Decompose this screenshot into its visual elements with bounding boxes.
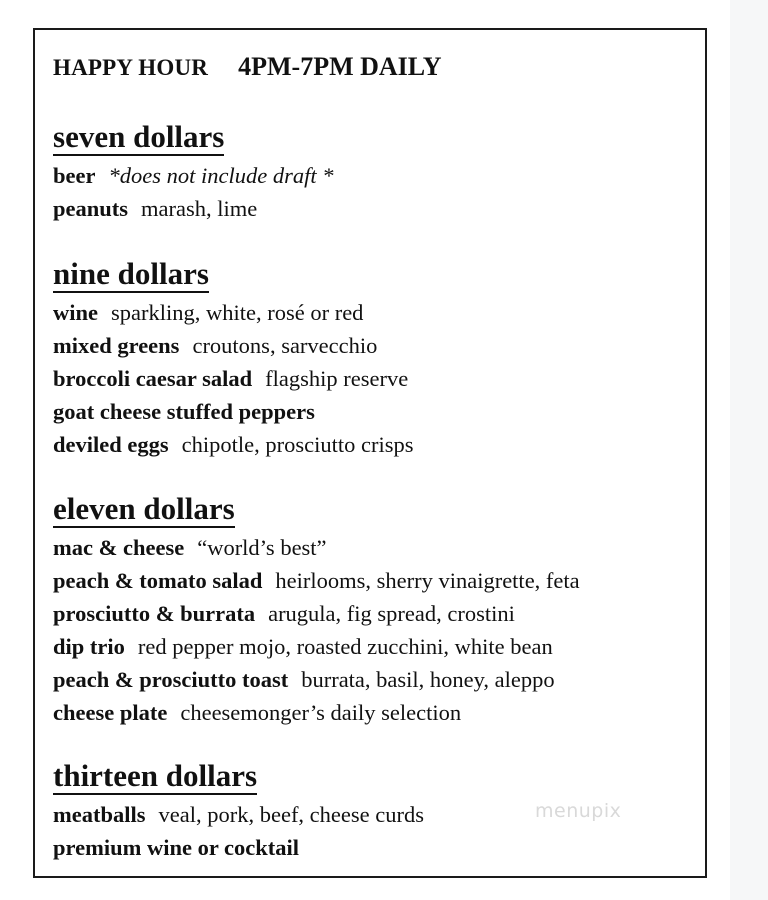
item-name: mac & cheese [53,535,185,560]
item-name: deviled eggs [53,432,169,457]
watermark-text: menupix [535,800,622,822]
item-name: mixed greens [53,333,180,358]
header-hours: 4PM-7PM DAILY [238,52,442,81]
item-name: broccoli caesar salad [53,366,253,391]
menu-item [53,192,713,225]
menu-item [53,428,713,461]
menu-item [53,831,713,864]
menu-item [53,663,713,696]
menu-item [53,597,713,630]
item-name: goat cheese stuffed peppers [53,399,315,424]
menu-header [53,52,442,82]
item-description: croutons, sarvecchio [192,333,378,358]
menu-item [53,564,713,597]
item-description: sparkling, white, rosé or red [111,300,364,325]
item-name: dip trio [53,634,125,659]
section-title: thirteen dollars [53,758,258,793]
item-description: veal, pork, beef, cheese curds [158,802,424,827]
item-description: burrata, basil, honey, aleppo [301,667,555,692]
menu-item [53,696,713,729]
page-edge-strip [730,0,768,900]
menu-item [53,296,713,329]
header-title: HAPPY HOUR [53,55,209,80]
menu-item [53,329,713,362]
item-name: peach & prosciutto toast [53,667,289,692]
item-name: cheese plate [53,700,168,725]
section-title: nine dollars [53,256,209,291]
item-name: wine [53,300,98,325]
item-description: flagship reserve [265,366,409,391]
menu-item [53,159,713,192]
menu-item [53,395,713,428]
item-name: peanuts [53,196,129,221]
section-eleven-dollars [53,492,713,729]
item-description: cheesemonger’s daily selection [180,700,462,725]
item-name: beer [53,163,96,188]
item-name: peach & tomato salad [53,568,263,593]
section-seven-dollars [53,120,713,225]
item-description: red pepper mojo, roasted zucchini, white bean [137,634,553,659]
item-description: chipotle, prosciutto crisps [181,432,414,457]
item-name: premium wine or cocktail [53,835,300,860]
menu-item [53,531,713,564]
item-description: *does not include draft * [108,163,334,188]
item-name: prosciutto & burrata [53,601,256,626]
section-nine-dollars [53,257,713,461]
menu-item [53,630,713,663]
item-description: arugula, fig spread, crostini [268,601,515,626]
item-description: heirlooms, sherry vinaigrette, feta [275,568,580,593]
item-description: “world’s best” [197,535,327,560]
item-name: meatballs [53,802,146,827]
item-description: marash, lime [141,196,258,221]
section-title: eleven dollars [53,491,235,526]
menu-item [53,362,713,395]
section-title: seven dollars [53,119,225,154]
